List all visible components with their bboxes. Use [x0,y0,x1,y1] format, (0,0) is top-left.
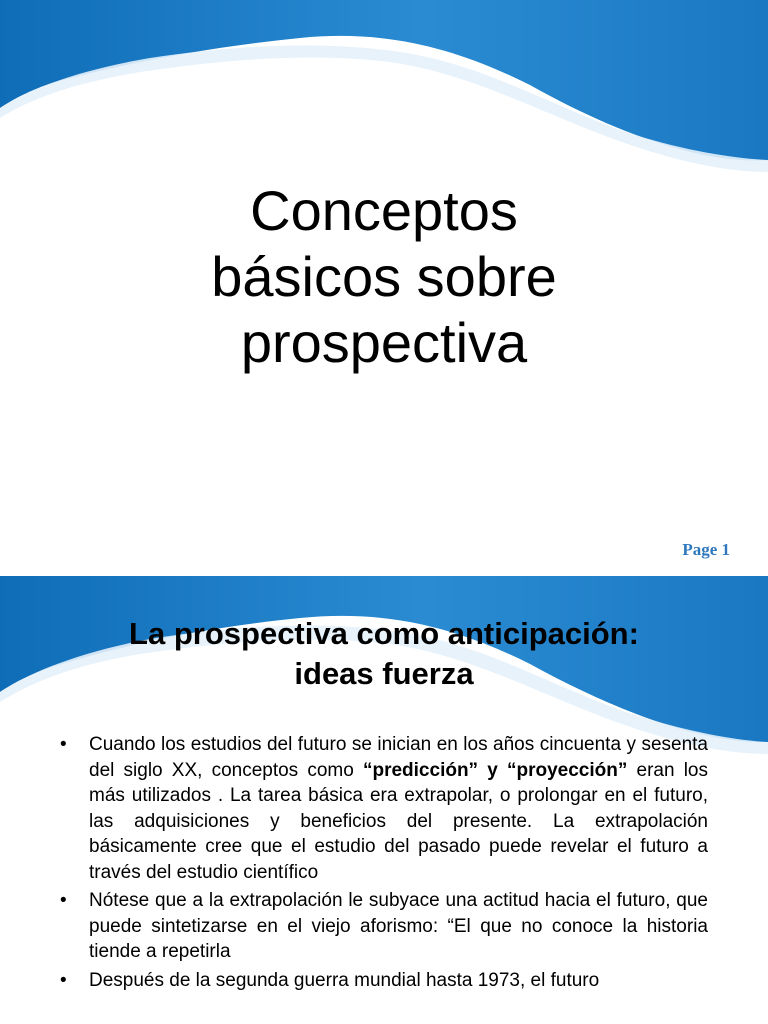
slide-title [40,614,728,694]
title-line: ideas fuerza [294,656,474,691]
presentation-title [84,178,684,376]
title-line: básicos sobre [211,245,557,308]
bullet-emphasis: “predicción” y “proyección” [362,759,628,781]
bullet-marker: • [60,890,67,911]
bullet-text: eran los más utilizados . La tarea básica era extrapolar, o prolongar en el futuro, las adquisiciones y beneficios del presente. La extrapolación básicamente cree que el estudio del pasado puede revelar el futuro a través del estudio científico [89,759,708,883]
bullet-item [60,968,708,994]
page-number-label: Page 1 [682,540,730,559]
bullet-text: Nótese que a la extrapolación le subyace una actitud hacia el futuro, que puede sintetizarse en el viejo aforismo: “El que no conoce la historia tiende a repetirla [89,890,708,962]
bullet-marker: • [60,969,67,991]
bullet-item [60,888,708,965]
slide-2 [0,576,768,1024]
title-line: La prospectiva como anticipación: [129,616,639,651]
bullet-item [60,732,708,885]
title-line: Conceptos [250,179,518,242]
bullet-list [60,732,708,996]
bullet-text: Después de la segunda guerra mundial hasta 1973, el futuro [89,969,600,991]
header-wave-decoration [0,0,768,200]
bullet-marker: • [60,734,67,755]
title-line: prospectiva [240,311,528,374]
bullet-text: Cuando los estudios del futuro se inician en los años cincuenta y sesenta del siglo XX, conceptos como [89,734,708,781]
